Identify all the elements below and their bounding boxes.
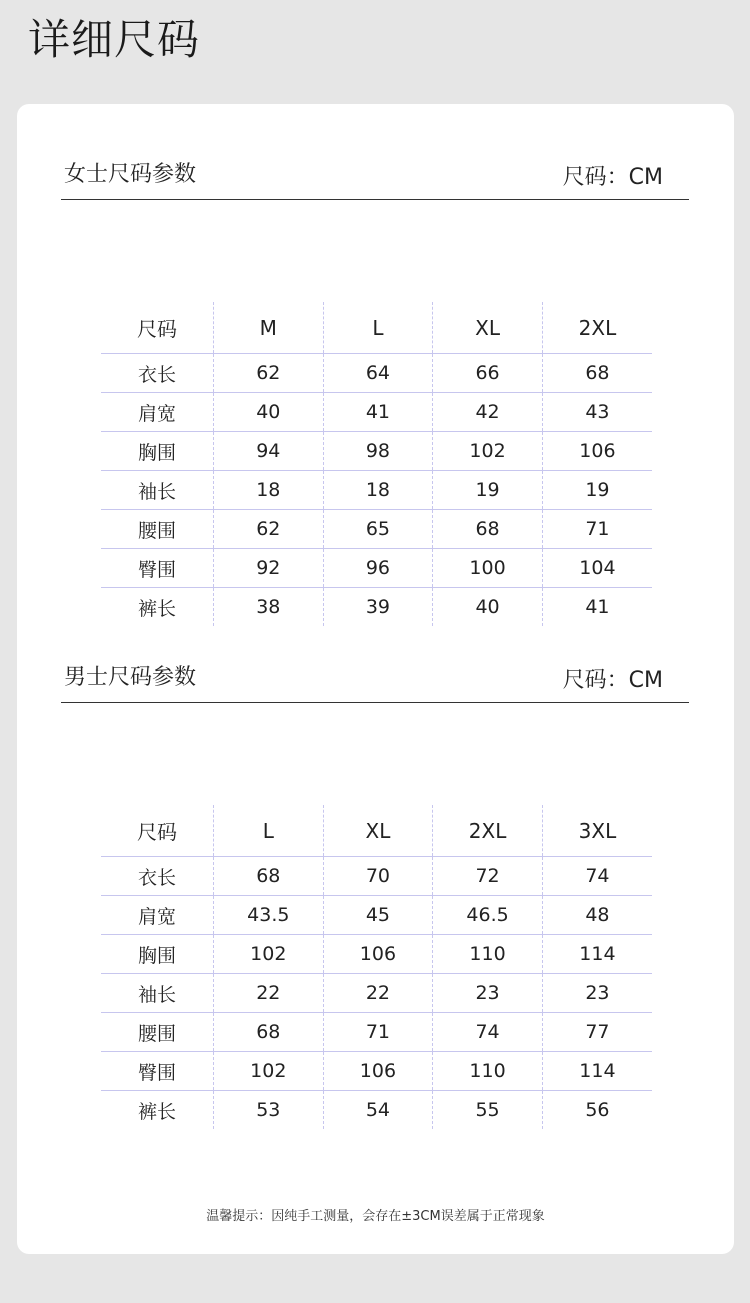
measurement-value: 46.5 — [433, 896, 543, 935]
size-header-cell: L — [323, 302, 433, 354]
measurement-value: 114 — [542, 1052, 652, 1091]
measurement-label: 肩宽 — [101, 393, 214, 432]
measurement-value: 18 — [323, 471, 433, 510]
measurement-value: 106 — [323, 935, 433, 974]
measurement-value: 64 — [323, 354, 433, 393]
measurement-value: 19 — [542, 471, 652, 510]
measurement-value: 94 — [214, 432, 324, 471]
measurement-label: 胸围 — [101, 935, 214, 974]
table-row — [101, 1091, 652, 1130]
measurement-value: 106 — [542, 432, 652, 471]
men-unit-label: 尺码：CM — [562, 668, 663, 693]
measurement-value: 39 — [323, 588, 433, 627]
women-size-table — [101, 302, 652, 626]
measurement-value: 55 — [433, 1091, 543, 1130]
measurement-value: 53 — [214, 1091, 324, 1130]
measurement-value: 110 — [433, 935, 543, 974]
size-column-header: 尺码 — [137, 317, 177, 341]
measurement-value: 92 — [214, 549, 324, 588]
table-row — [101, 935, 652, 974]
size-header-cell: 2XL — [542, 302, 652, 354]
measurement-value: 106 — [323, 1052, 433, 1091]
men-section-header — [61, 662, 689, 703]
measurement-value: 22 — [214, 974, 324, 1013]
measurement-footnote: 温馨提示：因纯手工测量，会存在±3CM误差属于正常现象 — [206, 1209, 545, 1224]
measurement-value: 38 — [214, 588, 324, 627]
size-header-cell: XL — [323, 805, 433, 857]
measurement-value: 74 — [433, 1013, 543, 1052]
measurement-value: 70 — [323, 857, 433, 896]
measurement-value: 22 — [323, 974, 433, 1013]
measurement-value: 68 — [214, 857, 324, 896]
measurement-label: 腰围 — [101, 510, 214, 549]
measurement-value: 65 — [323, 510, 433, 549]
measurement-value: 19 — [433, 471, 543, 510]
measurement-label: 臀围 — [101, 1052, 214, 1091]
measurement-value: 56 — [542, 1091, 652, 1130]
measurement-value: 23 — [542, 974, 652, 1013]
measurement-label: 裤长 — [101, 1091, 214, 1130]
measurement-label: 袖长 — [101, 471, 214, 510]
measurement-value: 104 — [542, 549, 652, 588]
measurement-label: 袖长 — [101, 974, 214, 1013]
measurement-value: 72 — [433, 857, 543, 896]
measurement-value: 71 — [323, 1013, 433, 1052]
women-header-row — [101, 302, 652, 354]
measurement-label: 裤长 — [101, 588, 214, 627]
size-header-cell: M — [214, 302, 324, 354]
table-row — [101, 510, 652, 549]
measurement-value: 102 — [214, 935, 324, 974]
measurement-label: 腰围 — [101, 1013, 214, 1052]
measurement-value: 43 — [542, 393, 652, 432]
table-row — [101, 857, 652, 896]
measurement-value: 66 — [433, 354, 543, 393]
measurement-value: 48 — [542, 896, 652, 935]
measurement-value: 45 — [323, 896, 433, 935]
table-row — [101, 1013, 652, 1052]
measurement-value: 110 — [433, 1052, 543, 1091]
measurement-value: 71 — [542, 510, 652, 549]
measurement-label: 衣长 — [101, 354, 214, 393]
measurement-label: 胸围 — [101, 432, 214, 471]
measurement-value: 40 — [433, 588, 543, 627]
measurement-value: 18 — [214, 471, 324, 510]
measurement-value: 68 — [433, 510, 543, 549]
measurement-value: 114 — [542, 935, 652, 974]
size-header-cell: 3XL — [542, 805, 652, 857]
measurement-value: 40 — [214, 393, 324, 432]
table-row — [101, 1052, 652, 1091]
women-unit-label: 尺码：CM — [562, 165, 663, 190]
table-row — [101, 393, 652, 432]
page-title: 详细尺码 — [28, 15, 201, 64]
measurement-value: 102 — [433, 432, 543, 471]
size-header-cell: L — [214, 805, 324, 857]
measurement-value: 98 — [323, 432, 433, 471]
measurement-value: 42 — [433, 393, 543, 432]
table-row — [101, 588, 652, 627]
table-row — [101, 471, 652, 510]
men-header-row — [101, 805, 652, 857]
measurement-value: 100 — [433, 549, 543, 588]
women-section-header — [61, 159, 689, 200]
measurement-value: 41 — [323, 393, 433, 432]
measurement-value: 96 — [323, 549, 433, 588]
men-section-title: 男士尺码参数 — [64, 665, 197, 690]
measurement-value: 54 — [323, 1091, 433, 1130]
measurement-value: 68 — [214, 1013, 324, 1052]
measurement-label: 臀围 — [101, 549, 214, 588]
size-header-cell: XL — [433, 302, 543, 354]
measurement-value: 62 — [214, 354, 324, 393]
size-chart-card — [17, 104, 734, 1254]
measurement-value: 62 — [214, 510, 324, 549]
table-row — [101, 896, 652, 935]
measurement-value: 43.5 — [214, 896, 324, 935]
women-section-title: 女士尺码参数 — [64, 162, 197, 187]
measurement-label: 肩宽 — [101, 896, 214, 935]
measurement-value: 41 — [542, 588, 652, 627]
size-header-cell: 2XL — [433, 805, 543, 857]
table-row — [101, 549, 652, 588]
measurement-label: 衣长 — [101, 857, 214, 896]
table-row — [101, 432, 652, 471]
measurement-value: 74 — [542, 857, 652, 896]
measurement-value: 77 — [542, 1013, 652, 1052]
measurement-value: 23 — [433, 974, 543, 1013]
men-size-table — [101, 805, 652, 1129]
table-row — [101, 974, 652, 1013]
table-row — [101, 354, 652, 393]
measurement-value: 102 — [214, 1052, 324, 1091]
measurement-value: 68 — [542, 354, 652, 393]
size-column-header: 尺码 — [137, 820, 177, 844]
